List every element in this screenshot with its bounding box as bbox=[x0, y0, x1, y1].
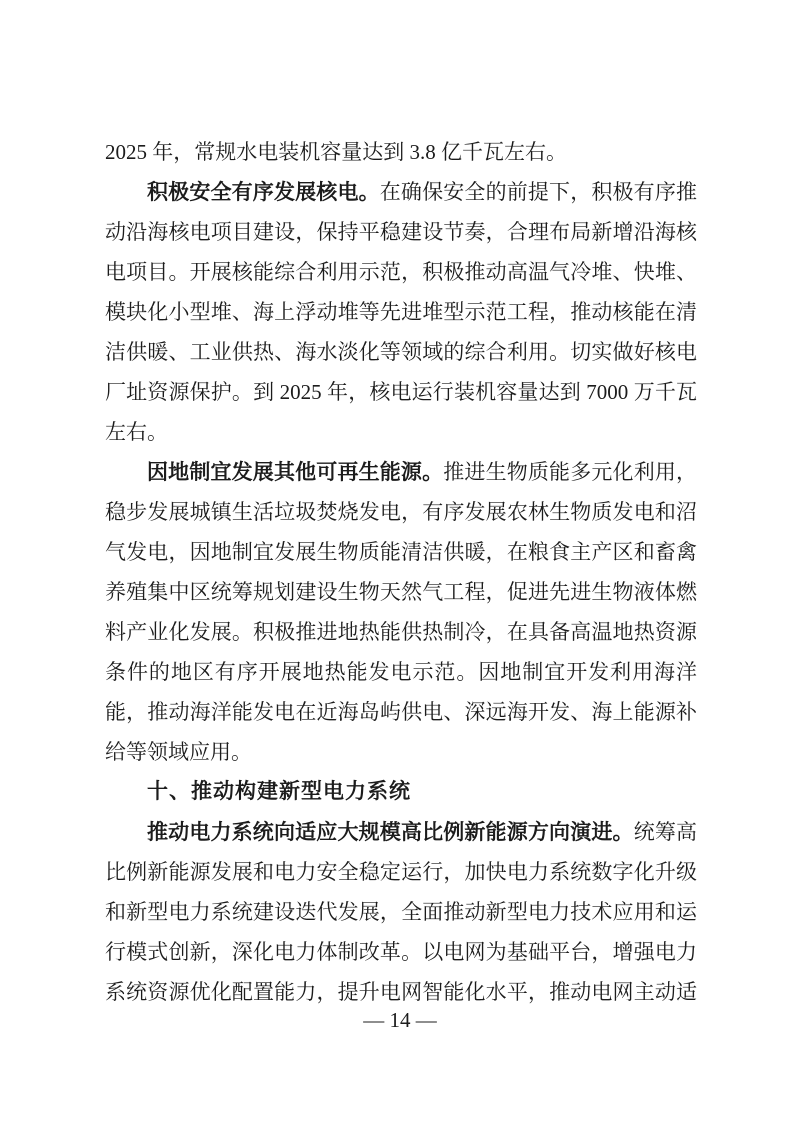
text-run: 给等领域应用。 bbox=[105, 740, 252, 764]
text-run: 稳步发展城镇生活垃圾焚烧发电，有序发展农林生物质发电和沼 bbox=[105, 500, 697, 524]
text-run: 洁供暖、工业供热、海水淡化等领域的综合利用。切实做好核电 bbox=[105, 340, 697, 364]
text-line bbox=[105, 852, 697, 892]
text-run: 厂址资源保护。到 2025 年，核电运行装机容量达到 7000 万千瓦 bbox=[105, 380, 697, 404]
text-line bbox=[105, 892, 697, 932]
text-line bbox=[105, 492, 697, 532]
page-number: — 14 — bbox=[363, 1008, 437, 1032]
bold-text-run: 积极安全有序发展核电。 bbox=[147, 180, 380, 204]
text-run: 养殖集中区统筹规划建设生物天然气工程，促进先进生物液体燃 bbox=[105, 580, 697, 604]
text-line bbox=[105, 932, 697, 972]
text-run: 行模式创新，深化电力体制改革。以电网为基础平台，增强电力 bbox=[105, 940, 697, 964]
bold-text-run: 推动电力系统向适应大规模高比例新能源方向演进。 bbox=[147, 820, 634, 844]
text-line bbox=[105, 452, 697, 492]
text-run: 左右。 bbox=[105, 420, 168, 444]
text-line bbox=[105, 572, 697, 612]
text-line bbox=[105, 652, 697, 692]
text-run: 和新型电力系统建设迭代发展，全面推动新型电力技术应用和运 bbox=[105, 900, 697, 924]
text-run: 动沿海核电项目建设，保持平稳建设节奏，合理布局新增沿海核 bbox=[105, 220, 697, 244]
text-line bbox=[105, 332, 697, 372]
text-line bbox=[105, 532, 697, 572]
text-run: 统筹高 bbox=[633, 820, 697, 844]
text-run: 能，推动海洋能发电在近海岛屿供电、深远海开发、海上能源补 bbox=[105, 700, 697, 724]
text-run: 比例新能源发展和电力安全稳定运行，加快电力系统数字化升级 bbox=[105, 860, 697, 884]
text-run: 气发电，因地制宜发展生物质能清洁供暖，在粮食主产区和畜禽 bbox=[105, 540, 697, 564]
text-run: 模块化小型堆、海上浮动堆等先进堆型示范工程，推动核能在清 bbox=[105, 300, 697, 324]
text-run: 推进生物质能多元化利用， bbox=[443, 460, 697, 484]
text-line bbox=[105, 812, 697, 852]
text-run: 在确保安全的前提下，积极有序推 bbox=[379, 180, 697, 204]
text-run: 2025 年，常规水电装机容量达到 3.8 亿千瓦左右。 bbox=[105, 140, 567, 164]
text-line bbox=[105, 252, 697, 292]
text-line bbox=[105, 612, 697, 652]
text-run: 条件的地区有序开展地热能发电示范。因地制宜开发利用海洋 bbox=[105, 660, 697, 684]
text-run: 料产业化发展。积极推进地热能供热制冷，在具备高温地热资源 bbox=[105, 620, 697, 644]
text-line bbox=[105, 412, 697, 452]
text-run: 系统资源优化配置能力，提升电网智能化水平，推动电网主动适 bbox=[105, 980, 697, 1004]
text-line bbox=[105, 212, 697, 252]
text-line bbox=[105, 292, 697, 332]
text-line bbox=[105, 732, 697, 772]
text-line bbox=[105, 132, 697, 172]
section-heading bbox=[105, 772, 697, 812]
document-body bbox=[105, 132, 697, 1012]
text-line bbox=[105, 692, 697, 732]
bold-text-run: 十、推动构建新型电力系统 bbox=[147, 780, 411, 803]
text-run: 电项目。开展核能综合利用示范，积极推动高温气冷堆、快堆、 bbox=[105, 260, 697, 284]
text-line bbox=[105, 372, 697, 412]
bold-text-run: 因地制宜发展其他可再生能源。 bbox=[147, 460, 444, 484]
text-line bbox=[105, 172, 697, 212]
